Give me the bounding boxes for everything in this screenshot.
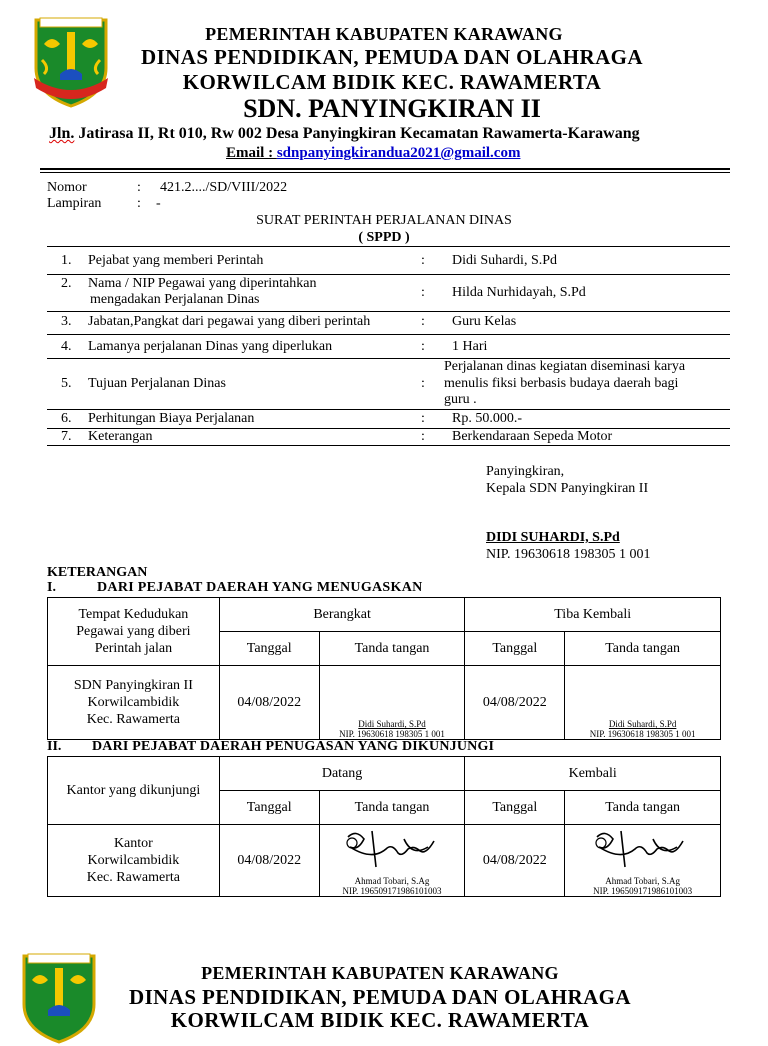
school-email: Email : sdnpanyingkirandua2021@gmail.com — [226, 145, 521, 161]
item-value: Hilda Nurhidayah, S.Pd — [452, 285, 586, 300]
header-rule-thick — [40, 168, 730, 170]
col-header-place: Tempat Kedudukan Pegawai yang diberi Perintah jalan — [48, 598, 220, 666]
kop2-line-1: PEMERINTAH KABUPATEN KARAWANG — [201, 963, 559, 983]
school-address: Jln. Jatirasa II, Rt 010, Rw 002 Desa Panyingkiran Kecamatan Rawamerta-Karawang — [49, 125, 640, 142]
item-no: 6. — [61, 411, 72, 426]
signatory-place: Panyingkiran, — [486, 464, 565, 479]
col-header-tanda-tangan: Tanda tangan — [565, 791, 721, 825]
item-value: Berkendaraan Sepeda Motor — [452, 429, 613, 444]
item-no: 3. — [61, 314, 72, 329]
col-header-kembali: Kembali — [465, 757, 721, 791]
kop2-line-3: KORWILCAM BIDIK KEC. RAWAMERTA — [170, 1008, 590, 1032]
lampiran-value: - — [156, 196, 161, 211]
date-cell: 04/08/2022 — [465, 666, 565, 740]
item-label: Tujuan Perjalanan Dinas — [88, 376, 226, 391]
header-rule-thin — [40, 172, 730, 173]
col-header-tanda-tangan: Tanda tangan — [565, 632, 721, 666]
item-label: Lamanya perjalanan Dinas yang diperlukan — [88, 339, 333, 354]
date-cell: 04/08/2022 — [219, 825, 319, 897]
item-colon: : — [421, 253, 425, 268]
item-colon: : — [421, 429, 425, 444]
col-header-datang: Datang — [219, 757, 465, 791]
letter-subtitle: ( SPPD ) — [358, 230, 410, 245]
departure-table — [47, 597, 721, 740]
item-colon: : — [421, 285, 425, 300]
section2-title: DARI PEJABAT DAERAH PENUGASAN YANG DIKUNJUNGI — [92, 739, 495, 754]
school-name: SDN. PANYINGKIRAN II — [243, 94, 541, 123]
date-cell: 04/08/2022 — [219, 666, 319, 740]
kop2-line-2: DINAS PENDIDIKAN, PEMUDA DAN OLAHRAGA — [129, 985, 631, 1009]
section1-title: DARI PEJABAT DAERAH YANG MENUGASKAN — [97, 580, 423, 595]
item-value-cont: menulis fiksi berbasis budaya daerah bagi — [444, 376, 679, 391]
signatory-position: Kepala SDN Panyingkiran II — [486, 481, 649, 496]
item-colon: : — [421, 339, 425, 354]
handwritten-signature — [342, 827, 442, 875]
item-label: Keterangan — [88, 429, 153, 444]
keterangan-heading: KETERANGAN — [47, 565, 148, 580]
item-value: Didi Suhardi, S.Pd — [452, 253, 558, 268]
kop-line-1: PEMERINTAH KABUPATEN KARAWANG — [205, 24, 563, 44]
signature-cell: Ahmad Tobari, S.Ag NIP. 196509171986101003 — [319, 825, 465, 897]
item-label: Jabatan,Pangkat dari pegawai yang diberi perintah — [88, 314, 371, 329]
col-header-tanggal: Tanggal — [465, 791, 565, 825]
col-header-tanggal: Tanggal — [219, 632, 319, 666]
nomor-value: 421.2..../SD/VIII/2022 — [160, 180, 288, 195]
place-cell: SDN Panyingkiran II Korwilcambidik Kec. Rawamerta — [48, 666, 220, 740]
col-header-tiba: Tiba Kembali — [465, 598, 721, 632]
col-header-tanda-tangan: Tanda tangan — [319, 632, 465, 666]
office-cell: Kantor Korwilcambidik Kec. Rawamerta — [48, 825, 220, 897]
lampiran-colon: : — [137, 196, 141, 211]
item-no: 4. — [61, 339, 72, 354]
item-colon: : — [421, 376, 425, 391]
row-line — [47, 409, 730, 410]
item-value: Guru Kelas — [452, 314, 517, 329]
signatory-name: DIDI SUHARDI, S.Pd — [486, 530, 620, 545]
item-label-cont: mengadakan Perjalanan Dinas — [90, 292, 260, 307]
item-value-cont: guru . — [444, 392, 477, 407]
item-value: 1 Hari — [452, 339, 488, 354]
item-colon: : — [421, 411, 425, 426]
item-no: 7. — [61, 429, 72, 444]
nomor-colon: : — [137, 180, 141, 195]
kop-line-2: DINAS PENDIDIKAN, PEMUDA DAN OLAHRAGA — [141, 45, 643, 69]
item-label: Pejabat yang memberi Perintah — [88, 253, 264, 268]
item-label: Nama / NIP Pegawai yang diperintahkan — [88, 276, 317, 291]
row-line — [47, 334, 730, 335]
item-colon: : — [421, 314, 425, 329]
letter-title: SURAT PERINTAH PERJALANAN DINAS — [256, 213, 512, 228]
item-no: 5. — [61, 376, 72, 391]
nomor-label: Nomor — [47, 180, 87, 195]
col-header-tanggal: Tanggal — [465, 632, 565, 666]
email-link[interactable]: sdnpanyingkirandua2021@gmail.com — [276, 145, 521, 161]
item-no: 2. — [61, 276, 72, 291]
col-header-berangkat: Berangkat — [219, 598, 465, 632]
item-value: Rp. 50.000.- — [452, 411, 522, 426]
row-line — [47, 445, 730, 446]
col-header-office: Kantor yang dikunjungi — [48, 757, 220, 825]
signature-cell: Didi Suhardi, S.Pd NIP. 19630618 198305 1 001 — [319, 666, 465, 740]
signature-cell: Ahmad Tobari, S.Ag NIP. 196509171986101003 — [565, 825, 721, 897]
item-label: Perhitungan Biaya Perjalanan — [88, 411, 255, 426]
handwritten-signature — [591, 827, 691, 875]
item-value: Perjalanan dinas kegiatan diseminasi karya — [444, 359, 686, 374]
col-header-tanda-tangan: Tanda tangan — [319, 791, 465, 825]
row-line — [47, 311, 730, 312]
row-line — [47, 274, 730, 275]
lampiran-label: Lampiran — [47, 196, 102, 211]
visit-table — [47, 756, 721, 897]
kop-line-3: KORWILCAM BIDIK KEC. RAWAMERTA — [182, 70, 602, 94]
signatory-nip: NIP. 19630618 198305 1 001 — [486, 547, 651, 562]
section1-number: I. — [47, 580, 56, 595]
signature-cell: Didi Suhardi, S.Pd NIP. 19630618 198305 1 001 — [565, 666, 721, 740]
item-no: 1. — [61, 253, 72, 268]
section2-number: II. — [47, 739, 62, 754]
col-header-tanggal: Tanggal — [219, 791, 319, 825]
row-line — [47, 246, 730, 247]
date-cell: 04/08/2022 — [465, 825, 565, 897]
